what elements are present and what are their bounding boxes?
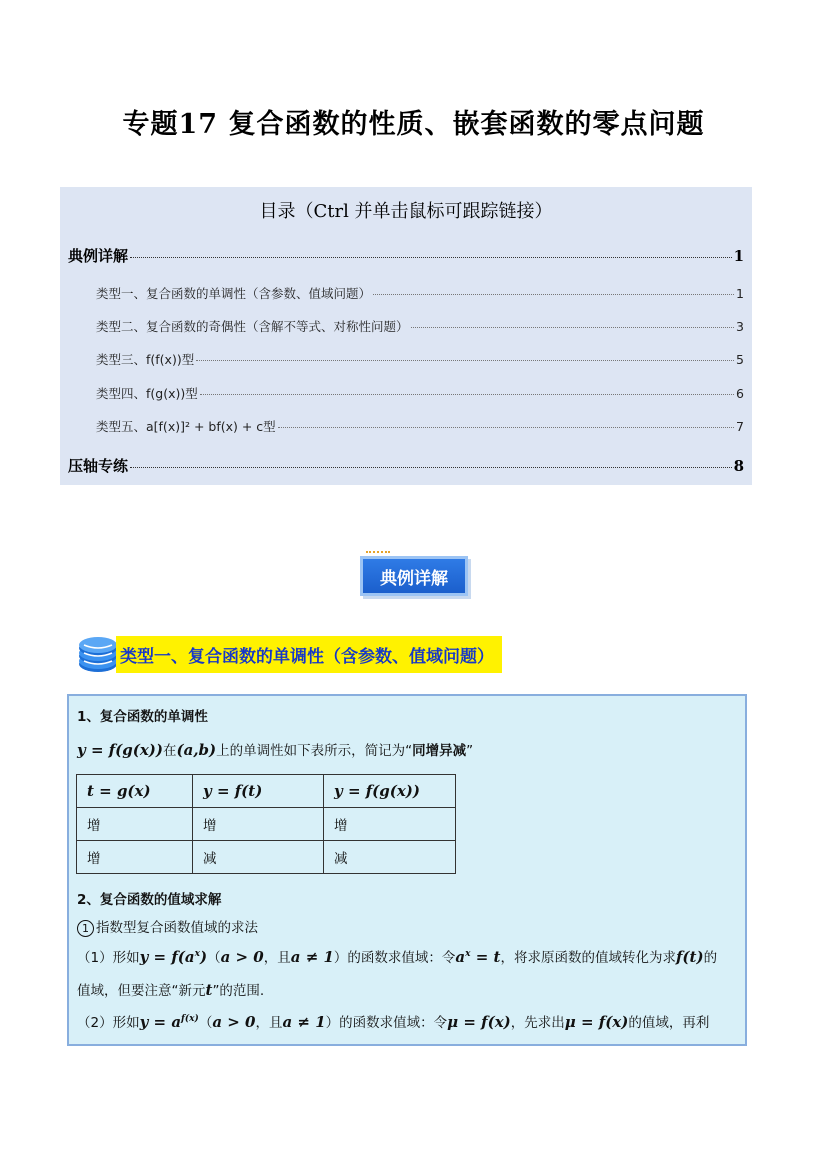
formula: a ≠ 1	[282, 1013, 326, 1031]
formula: a > 0	[220, 948, 264, 966]
table-header: y = f(t)	[203, 782, 263, 800]
toc-page: 1	[736, 286, 744, 301]
toc-link-type4[interactable]	[96, 384, 744, 402]
rule-mnemonic: 同增异减	[412, 743, 467, 759]
toc-leader	[200, 394, 734, 395]
text: 的	[703, 950, 718, 966]
page-title: 专题17 复合函数的性质、嵌套函数的零点问题	[122, 109, 705, 140]
text: （	[207, 950, 221, 966]
text: ，且	[255, 1015, 283, 1031]
formula: (a,b)	[176, 741, 217, 759]
toc-link-type5[interactable]	[96, 417, 744, 435]
table-header-row	[77, 775, 456, 808]
formula: $y = a^{f(x)}$	[139, 1013, 199, 1031]
toc-page: 8	[733, 457, 744, 475]
content-box	[67, 694, 747, 1046]
table-cell: 增	[77, 841, 193, 874]
toc-leader	[130, 257, 732, 258]
formula: $y = f(a^x)$	[139, 948, 208, 966]
toc-page: 1	[733, 247, 744, 265]
text: ）的函数求值域：令	[333, 950, 456, 966]
toc-label: 类型二、复合函数的奇偶性（含解不等式、对称性问题）	[96, 319, 409, 334]
formula: μ = f(x)	[447, 1013, 511, 1031]
text: 的值域，再利	[628, 1015, 710, 1031]
type-heading-label: 类型一、复合函数的单调性（含参数、值域问题）	[116, 636, 502, 673]
toc-leader	[130, 467, 732, 468]
intro-text: 在	[163, 743, 177, 759]
intro-text: ”	[466, 743, 474, 759]
table-header: y = f(g(x))	[334, 782, 421, 800]
text: ，先求出	[510, 1015, 565, 1031]
formula: $a^x = t$	[455, 948, 501, 966]
text: ，将求原函数的值域转化为求	[500, 950, 676, 966]
subtitle-text: 指数型复合函数值域的求法	[96, 920, 258, 936]
paragraph-2-line-1	[77, 1011, 709, 1031]
section-1-intro	[77, 739, 473, 759]
toc-page: 3	[736, 319, 744, 334]
formula: y = f(g(x))	[77, 741, 164, 759]
toc-leader	[411, 327, 735, 328]
toc-link-type3[interactable]	[96, 350, 744, 368]
section-2-subtitle	[77, 916, 258, 937]
toc-link-type1[interactable]	[96, 284, 744, 302]
text: （2）形如	[77, 1015, 140, 1031]
formula: μ = f(x)	[564, 1013, 629, 1031]
text: 值域，但要注意“新元	[77, 983, 206, 999]
formula: a > 0	[212, 1013, 256, 1031]
toc-heading: 目录（Ctrl 并单击鼠标可跟踪链接）	[259, 201, 553, 222]
text: ）的函数求值域：令	[325, 1015, 448, 1031]
formula: a ≠ 1	[290, 948, 334, 966]
toc-link-examples[interactable]	[68, 245, 744, 266]
formula: t	[205, 981, 213, 999]
table-cell: 增	[324, 808, 456, 841]
table-cell: 增	[77, 808, 193, 841]
toc-page: 6	[736, 386, 744, 401]
book-stack-icon	[76, 632, 120, 676]
table-cell: 减	[193, 841, 324, 874]
toc-link-exercises[interactable]	[68, 455, 744, 476]
toc-leader	[196, 360, 734, 361]
table-header: t = g(x)	[87, 782, 151, 800]
circled-number: 1	[77, 920, 94, 937]
toc-page: 5	[736, 352, 744, 367]
text: （	[198, 1015, 213, 1031]
toc-leader	[373, 294, 734, 295]
monotonicity-table	[76, 774, 456, 874]
table-cell: 增	[193, 808, 324, 841]
toc-label: 类型五、a[f(x)]² + bf(x) + c型	[96, 419, 276, 434]
toc-label: 类型一、复合函数的单调性（含参数、值域问题）	[96, 286, 372, 301]
type-heading	[76, 632, 502, 676]
toc-leader	[278, 427, 734, 428]
text: ”的范围.	[212, 983, 265, 999]
text: ，且	[263, 950, 291, 966]
toc-label: 类型三、f(f(x))型	[96, 352, 195, 367]
paragraph-1-line-1	[77, 946, 717, 966]
toc-label: 典例详解	[68, 247, 129, 265]
paragraph-1-line-2	[77, 979, 264, 999]
formula: f(t)	[675, 948, 704, 966]
toc-label: 压轴专练	[68, 457, 129, 475]
table-cell: 减	[324, 841, 456, 874]
table-row	[77, 808, 456, 841]
toc-page: 7	[736, 419, 744, 434]
section-2-title: 2、复合函数的值域求解	[77, 892, 222, 908]
toc-link-type2[interactable]	[96, 317, 744, 335]
table-row	[77, 841, 456, 874]
table-of-contents	[60, 187, 752, 485]
section-banner: 典例详解	[360, 556, 468, 596]
section-1-title: 1、复合函数的单调性	[77, 709, 208, 725]
intro-text: 上的单调性如下表所示，简记为“	[216, 743, 413, 759]
toc-label: 类型四、f(g(x))型	[96, 386, 198, 401]
text: （1）形如	[77, 950, 140, 966]
